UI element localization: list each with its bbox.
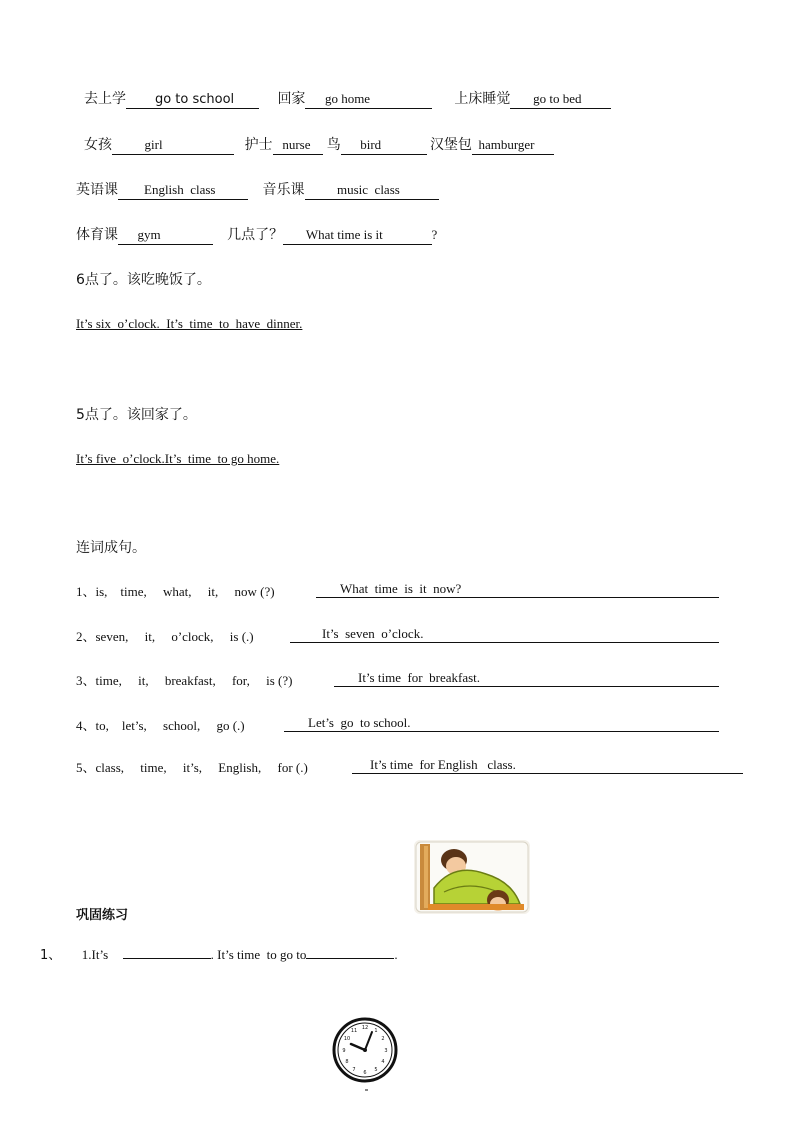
translation-2-cn: 5点了。该回家了。 [76,407,197,423]
vocab-cn: 回家 [277,91,306,107]
reorder-item [76,670,719,689]
vocab-cn: 女孩 [84,137,112,153]
vocab-cn: 护士 [244,137,273,153]
vocab-answer: music class [305,182,439,200]
vocab-cn: 几点了？ [227,227,284,243]
reorder-words: 2、seven, it, o’clock, is (.) [76,629,254,644]
vocab-cn: 体育课 [76,227,118,243]
svg-text:6: 6 [363,1070,367,1076]
svg-text:12: 12 [361,1025,369,1031]
vocab-answer: girl [112,137,234,155]
vocab-answer: go to school [126,92,259,109]
reorder-item [76,626,719,645]
svg-text:2: 2 [381,1036,385,1042]
vocab-answer: gym [118,227,213,245]
translation-2-en: It’s five o’clock.It’s time to go home. [76,451,280,466]
vocab-answer: bird [341,137,427,155]
reorder-item [76,715,719,734]
reorder-answer: It’s seven o’clock. [322,626,424,641]
svg-text:1: 1 [374,1028,378,1034]
vocab-answer: go to bed [510,91,610,109]
practice-heading: 巩固练习 [76,908,129,923]
vocab-cn: 汉堡包 [429,137,472,153]
vocab-row-2 [84,134,554,155]
practice-item [40,944,398,963]
practice-prefix: 1.It’s [81,947,109,962]
translation-1-cn: 6点了。该吃晚饭了。 [76,272,211,288]
svg-text:3: 3 [384,1048,388,1054]
vocab-answer: go home [305,91,431,109]
reorder-words: 3、time, it, breakfast, for, is (?) [76,673,293,688]
vocab-cn: 英语课 [76,182,118,198]
svg-text:11: 11 [350,1028,358,1034]
sleeping-boy-picture [414,840,530,914]
reorder-answer: Let’s go to school. [308,715,411,730]
vocab-answer: What time is it [283,227,431,245]
reorder-answer: It’s time for English class. [370,757,516,772]
vocab-cn: 去上学 [84,91,126,107]
reorder-item [76,757,719,776]
vocab-answer: hamburger [472,137,554,155]
practice-blank-1[interactable] [123,945,211,959]
vocab-cn: 音乐课 [262,182,305,198]
vocab-row-3 [76,179,439,200]
reorder-item [76,581,719,600]
vocab-cn: 鸟 [326,137,341,153]
svg-text:10: 10 [343,1036,351,1042]
vocab-answer: English class [118,182,248,200]
svg-text:4: 4 [381,1059,385,1065]
vocab-cn: 上床睡觉 [454,91,511,107]
reorder-heading: 连词成句。 [76,540,146,556]
practice-end: . [394,947,398,962]
reorder-answer: It’s time for breakfast. [358,670,481,685]
reorder-words: 4、to, let’s, school, go (.) [76,718,245,733]
question-mark: ? [431,227,438,242]
svg-text:9: 9 [342,1048,346,1054]
reorder-answer: What time is it now? [340,581,462,596]
vocab-answer: nurse [273,137,324,155]
reorder-words: 1、is, time, what, it, now (?) [76,584,275,599]
clock-picture [332,1014,400,1094]
practice-middle: . It’s time to go to [210,947,307,962]
svg-text:8: 8 [345,1059,349,1065]
practice-blank-2[interactable] [306,945,394,959]
reorder-words: 5、class, time, it’s, English, for (.) [76,760,308,775]
practice-number: 1、 [40,948,62,963]
svg-text:5: 5 [374,1067,378,1073]
translation-1-en: It’s six o’clock. It’s time to have dinner. [76,316,303,331]
svg-text:7: 7 [352,1067,356,1073]
vocab-row-4 [76,224,437,245]
vocab-row-1 [84,88,611,109]
